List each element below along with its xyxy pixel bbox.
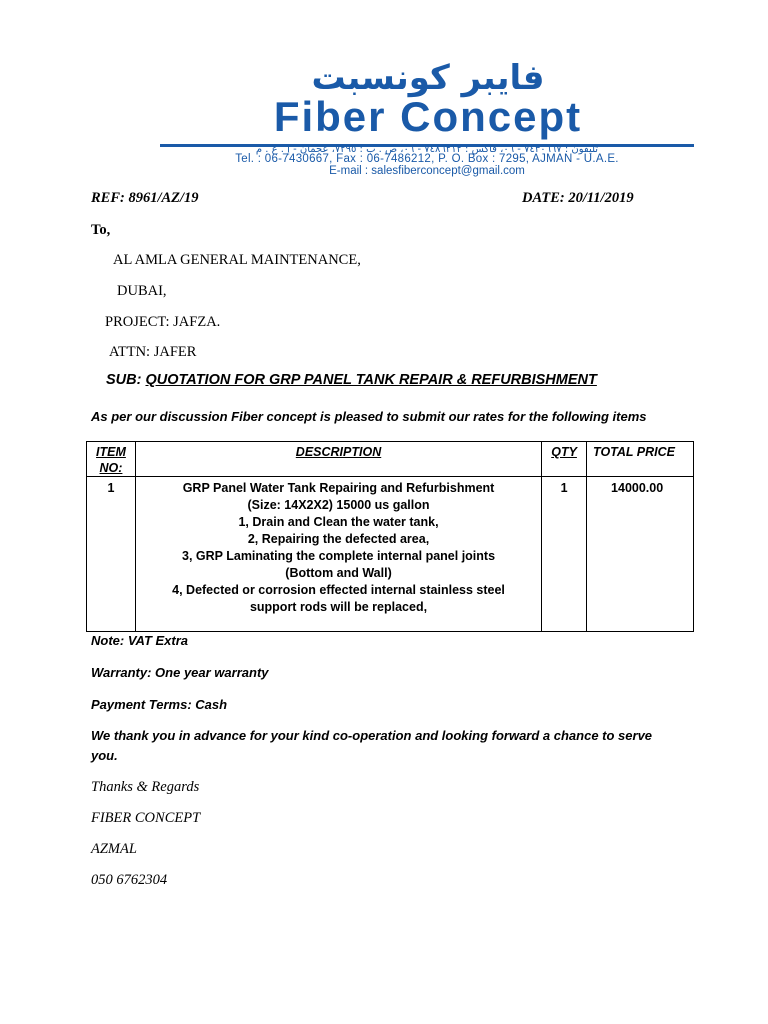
signature-company: FIBER CONCEPT (91, 810, 201, 826)
warranty-note: Warranty: One year warranty (91, 665, 269, 680)
company-logo-text: Fiber Concept (273, 93, 583, 140)
payment-terms: Payment Terms: Cash (91, 697, 228, 712)
signature-name: AZMAL (91, 841, 137, 857)
cell-item-no: 1 (87, 477, 136, 632)
signature-phone: 050 6762304 (91, 872, 168, 888)
attention-line: ATTN: JAFER (109, 344, 197, 360)
thanks-line-1: We thank you in advance for your kind co-operation and looking forward a chance to serve (91, 728, 653, 743)
intro-text: As per our discussion Fiber concept is pleased to submit our rates for the following items (91, 409, 647, 424)
header-qty: QTY (542, 442, 587, 477)
letterhead (150, 58, 704, 180)
subject-line (106, 372, 597, 388)
vat-note: Note: VAT Extra (91, 633, 189, 648)
to-label: To, (91, 222, 111, 238)
project-name: PROJECT: JAFZA. (105, 314, 221, 330)
cell-qty: 1 (542, 477, 587, 632)
table-row (87, 477, 694, 632)
header-description: DESCRIPTION (135, 442, 541, 477)
subject-prefix: SUB: (106, 372, 146, 388)
recipient-company: AL AMLA GENERAL MAINTENANCE, (113, 252, 361, 268)
thanks-line-2: you. (91, 748, 118, 763)
arabic-contact-line: تليفون : ٧٤٣٠٦٦٧ - ٠٦، فاكس : ٧٤٨٦٢١٢ - ٠٦، ص . ب : ٧٢٩٥، عجمان - إ . ع . م (255, 144, 599, 155)
email-line: E-mail : salesfiberconcept@gmail.com (329, 165, 525, 177)
cell-total-price: 14000.00 (587, 477, 694, 632)
regards-line: Thanks & Regards (91, 779, 200, 795)
header-item-no: ITEM NO: (87, 442, 136, 477)
subject-text: QUOTATION FOR GRP PANEL TANK REPAIR & REFURBISHMENT (145, 372, 597, 388)
recipient-city: DUBAI, (117, 283, 167, 299)
quotation-table (86, 441, 694, 632)
contact-line: Tel. : 06-7430667, Fax : 06-7486212, P. O. Box : 7295, AJMAN - U.A.E. (235, 153, 619, 165)
header-total-price: TOTAL PRICE (587, 442, 694, 477)
arabic-company-name: فايبر كونسبت (311, 58, 545, 98)
reference-number: REF: 8961/AZ/19 (91, 190, 199, 206)
cell-description: GRP Panel Water Tank Repairing and Refurbishment (Size: 14X2X2) 15000 us gallon 1, Drain and Clean the water tank, 2, Repairing the defected area, 3, GRP Laminating the complete internal panel joints (Bottom and Wall) 4, Defected or corrosion effected internal stainless steel support rods will be replaced, (135, 477, 541, 632)
quotation-date: DATE: 20/11/2019 (522, 190, 634, 206)
table-header-row (87, 442, 694, 477)
